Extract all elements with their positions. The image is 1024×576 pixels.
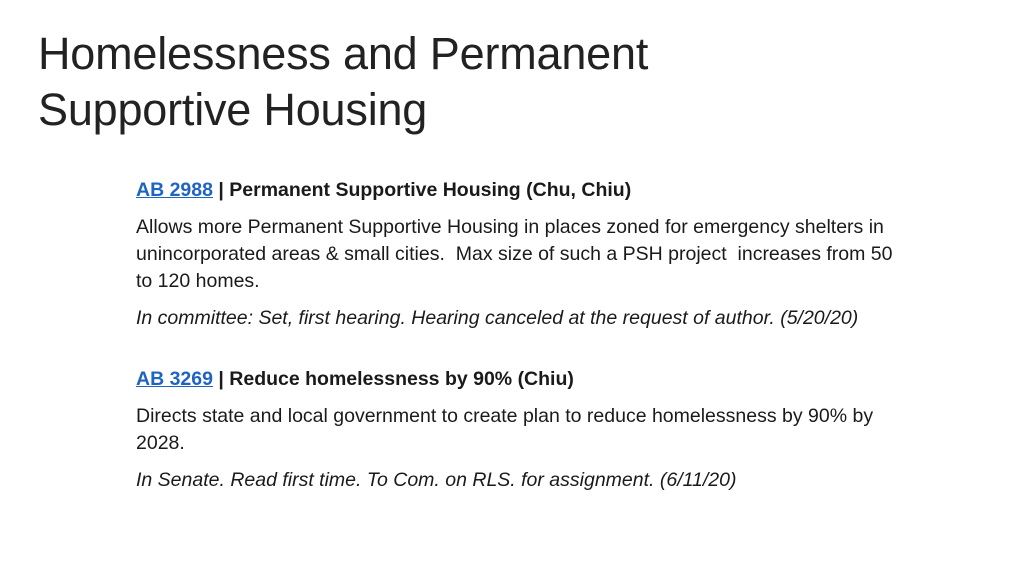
bill-status: In Senate. Read first time. To Com. on RLS. for assignment. (6/11/20) (136, 469, 737, 491)
bill-separator: | (212, 368, 230, 390)
bill-header (136, 177, 896, 204)
bill-header (136, 366, 896, 393)
bill-link-ab-3269[interactable]: AB 3269 (136, 368, 213, 390)
bill-ab-2988 (136, 177, 896, 332)
bill-link-ab-2988[interactable]: AB 2988 (136, 179, 213, 201)
bill-description: Allows more Permanent Supportive Housing in places zoned for emergency shelters in unincorporated areas & small cities. Max size of such a PSH project increases from 50 to 120 homes. (136, 216, 898, 292)
bill-description: Directs state and local government to create plan to reduce homelessness by 90% by 2028. (136, 405, 874, 454)
bill-title: Permanent Supportive Housing (Chu, Chiu) (229, 179, 632, 201)
bill-list (136, 177, 896, 494)
bill-status: In committee: Set, first hearing. Hearing canceled at the request of author. (5/20/20) (136, 307, 859, 329)
slide-title (38, 26, 938, 138)
bill-title: Reduce homelessness by 90% (Chiu) (229, 368, 574, 390)
bill-separator: | (212, 179, 230, 201)
slide-title-line-2: Supportive Housing (38, 84, 428, 135)
slide-title-line-1: Homelessness and Permanent (38, 28, 649, 79)
bill-ab-3269 (136, 366, 896, 494)
